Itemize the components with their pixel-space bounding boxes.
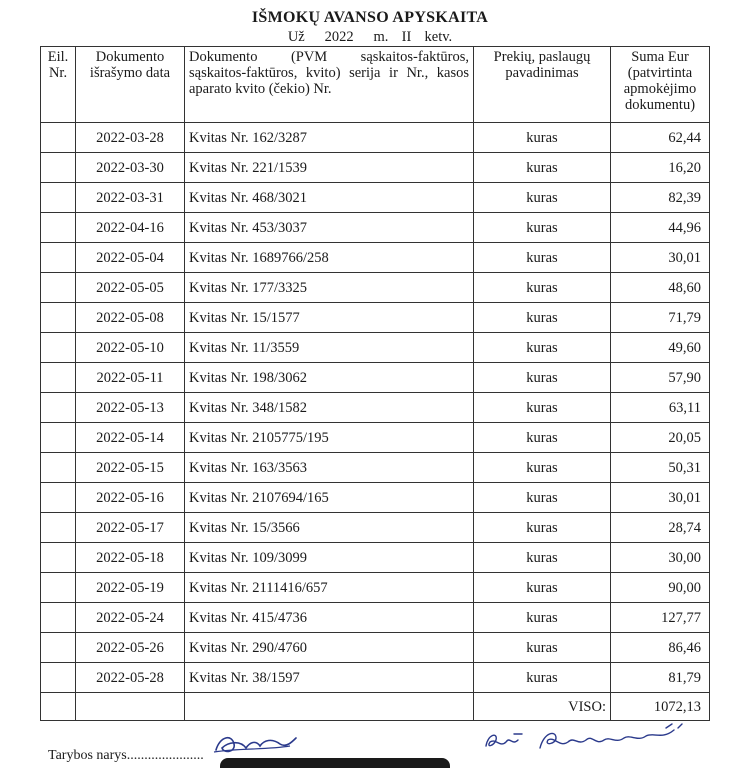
row-goods: kuras: [474, 453, 611, 483]
row-sum: 20,05: [611, 423, 710, 453]
table-row: [41, 453, 710, 483]
table-row: [41, 483, 710, 513]
row-number: [41, 213, 76, 243]
row-sum: 82,39: [611, 183, 710, 213]
table-row: [41, 393, 710, 423]
row-sum: 71,79: [611, 303, 710, 333]
row-sum: 127,77: [611, 603, 710, 633]
row-date: 2022-03-28: [76, 123, 185, 153]
row-number: [41, 363, 76, 393]
table-row: [41, 303, 710, 333]
row-goods: kuras: [474, 513, 611, 543]
table-row: [41, 273, 710, 303]
row-document: Kvitas Nr. 15/1577: [185, 303, 474, 333]
document-period: Už 2022 m. II ketv.: [287, 29, 453, 45]
row-number: [41, 513, 76, 543]
row-date: 2022-05-11: [76, 363, 185, 393]
row-number: [41, 243, 76, 273]
row-date: 2022-05-19: [76, 573, 185, 603]
row-document: Kvitas Nr. 177/3325: [185, 273, 474, 303]
table-row: [41, 153, 710, 183]
table-row: [41, 543, 710, 573]
row-document: Kvitas Nr. 11/3559: [185, 333, 474, 363]
row-date: 2022-05-28: [76, 663, 185, 693]
row-document: Kvitas Nr. 198/3062: [185, 363, 474, 393]
row-document: Kvitas Nr. 415/4736: [185, 603, 474, 633]
row-date: 2022-05-17: [76, 513, 185, 543]
header-sum: Suma Eur (patvirtinta apmokėjimo dokumentu): [611, 47, 710, 123]
header-date: Dokumento išrašymo data: [76, 47, 185, 123]
row-goods: kuras: [474, 543, 611, 573]
row-document: Kvitas Nr. 15/3566: [185, 513, 474, 543]
table-row: [41, 213, 710, 243]
row-number: [41, 273, 76, 303]
row-sum: 48,60: [611, 273, 710, 303]
row-document: Kvitas Nr. 468/3021: [185, 183, 474, 213]
row-number: [41, 183, 76, 213]
row-date: 2022-05-14: [76, 423, 185, 453]
row-sum: 50,31: [611, 453, 710, 483]
row-sum: 63,11: [611, 393, 710, 423]
table-row: [41, 123, 710, 153]
row-date: 2022-05-04: [76, 243, 185, 273]
row-goods: kuras: [474, 633, 611, 663]
row-number: [41, 303, 76, 333]
table-row: [41, 513, 710, 543]
row-number: [41, 153, 76, 183]
row-document: Kvitas Nr. 221/1539: [185, 153, 474, 183]
row-goods: kuras: [474, 243, 611, 273]
row-goods: kuras: [474, 423, 611, 453]
row-goods: kuras: [474, 153, 611, 183]
row-goods: kuras: [474, 303, 611, 333]
row-goods: kuras: [474, 123, 611, 153]
row-goods: kuras: [474, 573, 611, 603]
row-number: [41, 123, 76, 153]
row-document: Kvitas Nr. 109/3099: [185, 543, 474, 573]
table-row: [41, 573, 710, 603]
table-header-row: [41, 47, 710, 123]
row-sum: 81,79: [611, 663, 710, 693]
row-sum: 16,20: [611, 153, 710, 183]
row-sum: 30,01: [611, 483, 710, 513]
row-date: 2022-05-24: [76, 603, 185, 633]
row-document: Kvitas Nr. 38/1597: [185, 663, 474, 693]
table-row: [41, 183, 710, 213]
row-document: Kvitas Nr. 2111416/657: [185, 573, 474, 603]
row-sum: 30,00: [611, 543, 710, 573]
header-goods: Prekių, paslaugų pavadinimas: [474, 47, 611, 123]
total-row: [41, 693, 710, 721]
row-document: Kvitas Nr. 162/3287: [185, 123, 474, 153]
header-nr: Eil. Nr.: [41, 47, 76, 123]
row-date: 2022-05-15: [76, 453, 185, 483]
document-title: IŠMOKŲ AVANSO APYSKAITA: [251, 9, 489, 26]
row-sum: 62,44: [611, 123, 710, 153]
table-row: [41, 333, 710, 363]
row-sum: 30,01: [611, 243, 710, 273]
row-number: [41, 333, 76, 363]
row-sum: 57,90: [611, 363, 710, 393]
row-date: 2022-03-30: [76, 153, 185, 183]
row-date: 2022-05-08: [76, 303, 185, 333]
advance-report-table: [40, 46, 710, 721]
row-number: [41, 663, 76, 693]
table-row: [41, 663, 710, 693]
row-document: Kvitas Nr. 2105775/195: [185, 423, 474, 453]
total-label: VISO:: [474, 693, 611, 721]
row-document: Kvitas Nr. 348/1582: [185, 393, 474, 423]
row-sum: 44,96: [611, 213, 710, 243]
table-row: [41, 633, 710, 663]
table-row: [41, 423, 710, 453]
row-number: [41, 423, 76, 453]
row-date: 2022-03-31: [76, 183, 185, 213]
table-row: [41, 603, 710, 633]
row-date: 2022-05-13: [76, 393, 185, 423]
row-document: Kvitas Nr. 453/3037: [185, 213, 474, 243]
row-goods: kuras: [474, 363, 611, 393]
handwritten-signature-2: [478, 722, 698, 763]
row-number: [41, 393, 76, 423]
row-date: 2022-05-18: [76, 543, 185, 573]
table-row: [41, 363, 710, 393]
row-document: Kvitas Nr. 1689766/258: [185, 243, 474, 273]
row-date: 2022-05-26: [76, 633, 185, 663]
row-goods: kuras: [474, 483, 611, 513]
total-value: 1072,13: [611, 693, 710, 721]
table-body: [41, 123, 710, 693]
row-date: 2022-05-05: [76, 273, 185, 303]
row-document: Kvitas Nr. 163/3563: [185, 453, 474, 483]
row-date: 2022-05-10: [76, 333, 185, 363]
row-number: [41, 453, 76, 483]
row-goods: kuras: [474, 273, 611, 303]
row-goods: kuras: [474, 663, 611, 693]
row-goods: kuras: [474, 393, 611, 423]
row-number: [41, 483, 76, 513]
row-number: [41, 543, 76, 573]
row-date: 2022-05-16: [76, 483, 185, 513]
row-goods: kuras: [474, 213, 611, 243]
row-sum: 86,46: [611, 633, 710, 663]
header-document: Dokumento (PVM sąskaitos-faktūros, sąskaitos-faktūros, kvito) serija ir Nr., kasos aparato kvito (čekio) Nr.: [185, 47, 474, 123]
table-row: [41, 243, 710, 273]
row-date: 2022-04-16: [76, 213, 185, 243]
row-goods: kuras: [474, 183, 611, 213]
row-sum: 28,74: [611, 513, 710, 543]
row-goods: kuras: [474, 333, 611, 363]
row-number: [41, 573, 76, 603]
row-sum: 90,00: [611, 573, 710, 603]
row-goods: kuras: [474, 603, 611, 633]
row-number: [41, 633, 76, 663]
row-document: Kvitas Nr. 2107694/165: [185, 483, 474, 513]
signature-role-label: Tarybos narys......................: [48, 748, 204, 763]
scan-edge-artifact: [220, 758, 450, 768]
row-number: [41, 603, 76, 633]
row-document: Kvitas Nr. 290/4760: [185, 633, 474, 663]
row-sum: 49,60: [611, 333, 710, 363]
